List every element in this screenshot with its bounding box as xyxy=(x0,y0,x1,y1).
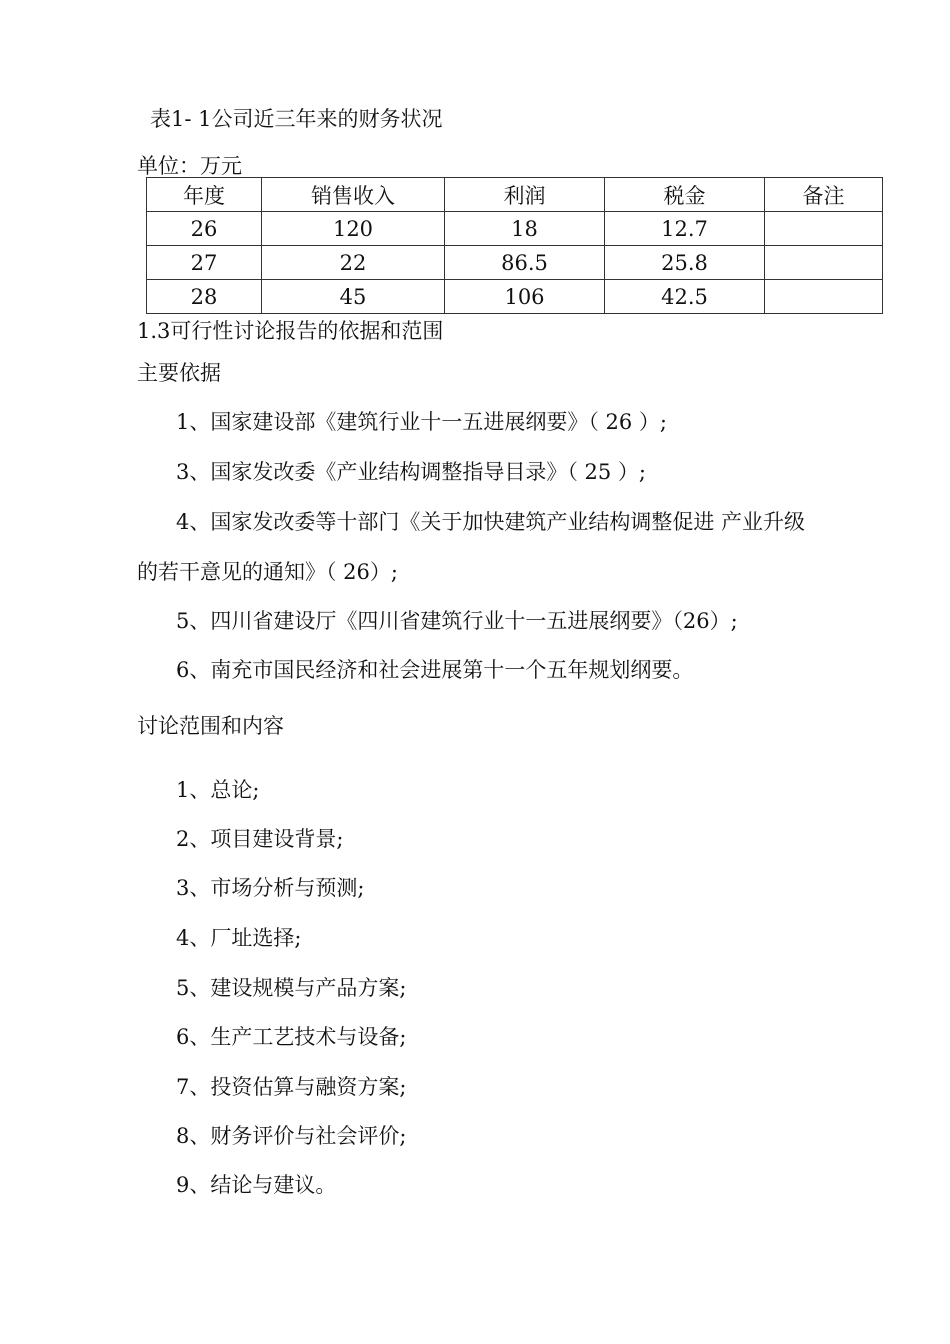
cell-year: 28 xyxy=(147,280,262,314)
cell-remarks xyxy=(765,212,883,246)
table-row xyxy=(147,212,883,246)
scope-item: 4、厂址选择; xyxy=(176,926,302,950)
cell-sales: 22 xyxy=(262,246,445,280)
section-heading: 1.3可行性讨论报告的依据和范围 xyxy=(137,319,444,343)
cell-remarks xyxy=(765,246,883,280)
basis-item-continuation: 的若干意见的通知》（ 26）; xyxy=(137,560,398,584)
basis-item: 6、南充市国民经济和社会进展第十一个五年规划纲要。 xyxy=(176,658,694,682)
scope-item: 3、市场分析与预测; xyxy=(176,876,365,900)
basis-item: 1、国家建设部《建筑行业十一五进展纲要》（ 26 ）; xyxy=(176,410,668,434)
scope-item: 2、项目建设背景; xyxy=(176,827,344,851)
table-header-row xyxy=(147,178,883,212)
header-year: 年度 xyxy=(147,178,262,212)
scope-heading: 讨论范围和内容 xyxy=(137,714,284,738)
scope-item: 9、结论与建议。 xyxy=(176,1173,337,1197)
cell-profit: 106 xyxy=(445,280,605,314)
cell-profit: 18 xyxy=(445,212,605,246)
scope-item: 6、生产工艺技术与设备; xyxy=(176,1025,407,1049)
cell-profit: 86.5 xyxy=(445,246,605,280)
cell-year: 27 xyxy=(147,246,262,280)
header-remarks: 备注 xyxy=(765,178,883,212)
scope-item: 1、总论; xyxy=(176,778,260,802)
table-row xyxy=(147,246,883,280)
cell-year: 26 xyxy=(147,212,262,246)
header-tax: 税金 xyxy=(605,178,765,212)
scope-item: 5、建设规模与产品方案; xyxy=(176,976,407,1000)
cell-remarks xyxy=(765,280,883,314)
unit-label: 单位：万元 xyxy=(137,154,242,178)
scope-item: 7、投资估算与融资方案; xyxy=(176,1075,407,1099)
cell-tax: 12.7 xyxy=(605,212,765,246)
header-profit: 利润 xyxy=(445,178,605,212)
basis-heading: 主要依据 xyxy=(137,361,221,385)
basis-item: 4、国家发改委等十部门《关于加快建筑产业结构调整促进 产业升级 xyxy=(176,510,806,534)
cell-tax: 25.8 xyxy=(605,246,765,280)
scope-item: 8、财务评价与社会评价; xyxy=(176,1124,407,1148)
header-sales: 销售收入 xyxy=(262,178,445,212)
cell-sales: 120 xyxy=(262,212,445,246)
basis-item: 5、四川省建设厅《四川省建筑行业十一五进展纲要》（26）; xyxy=(176,609,738,633)
cell-sales: 45 xyxy=(262,280,445,314)
financial-table xyxy=(146,177,883,314)
basis-item: 3、国家发改委《产业结构调整指导目录》（ 25 ）; xyxy=(176,460,647,484)
table-row xyxy=(147,280,883,314)
cell-tax: 42.5 xyxy=(605,280,765,314)
table-caption: 表1- 1公司近三年来的财务状况 xyxy=(150,107,443,131)
